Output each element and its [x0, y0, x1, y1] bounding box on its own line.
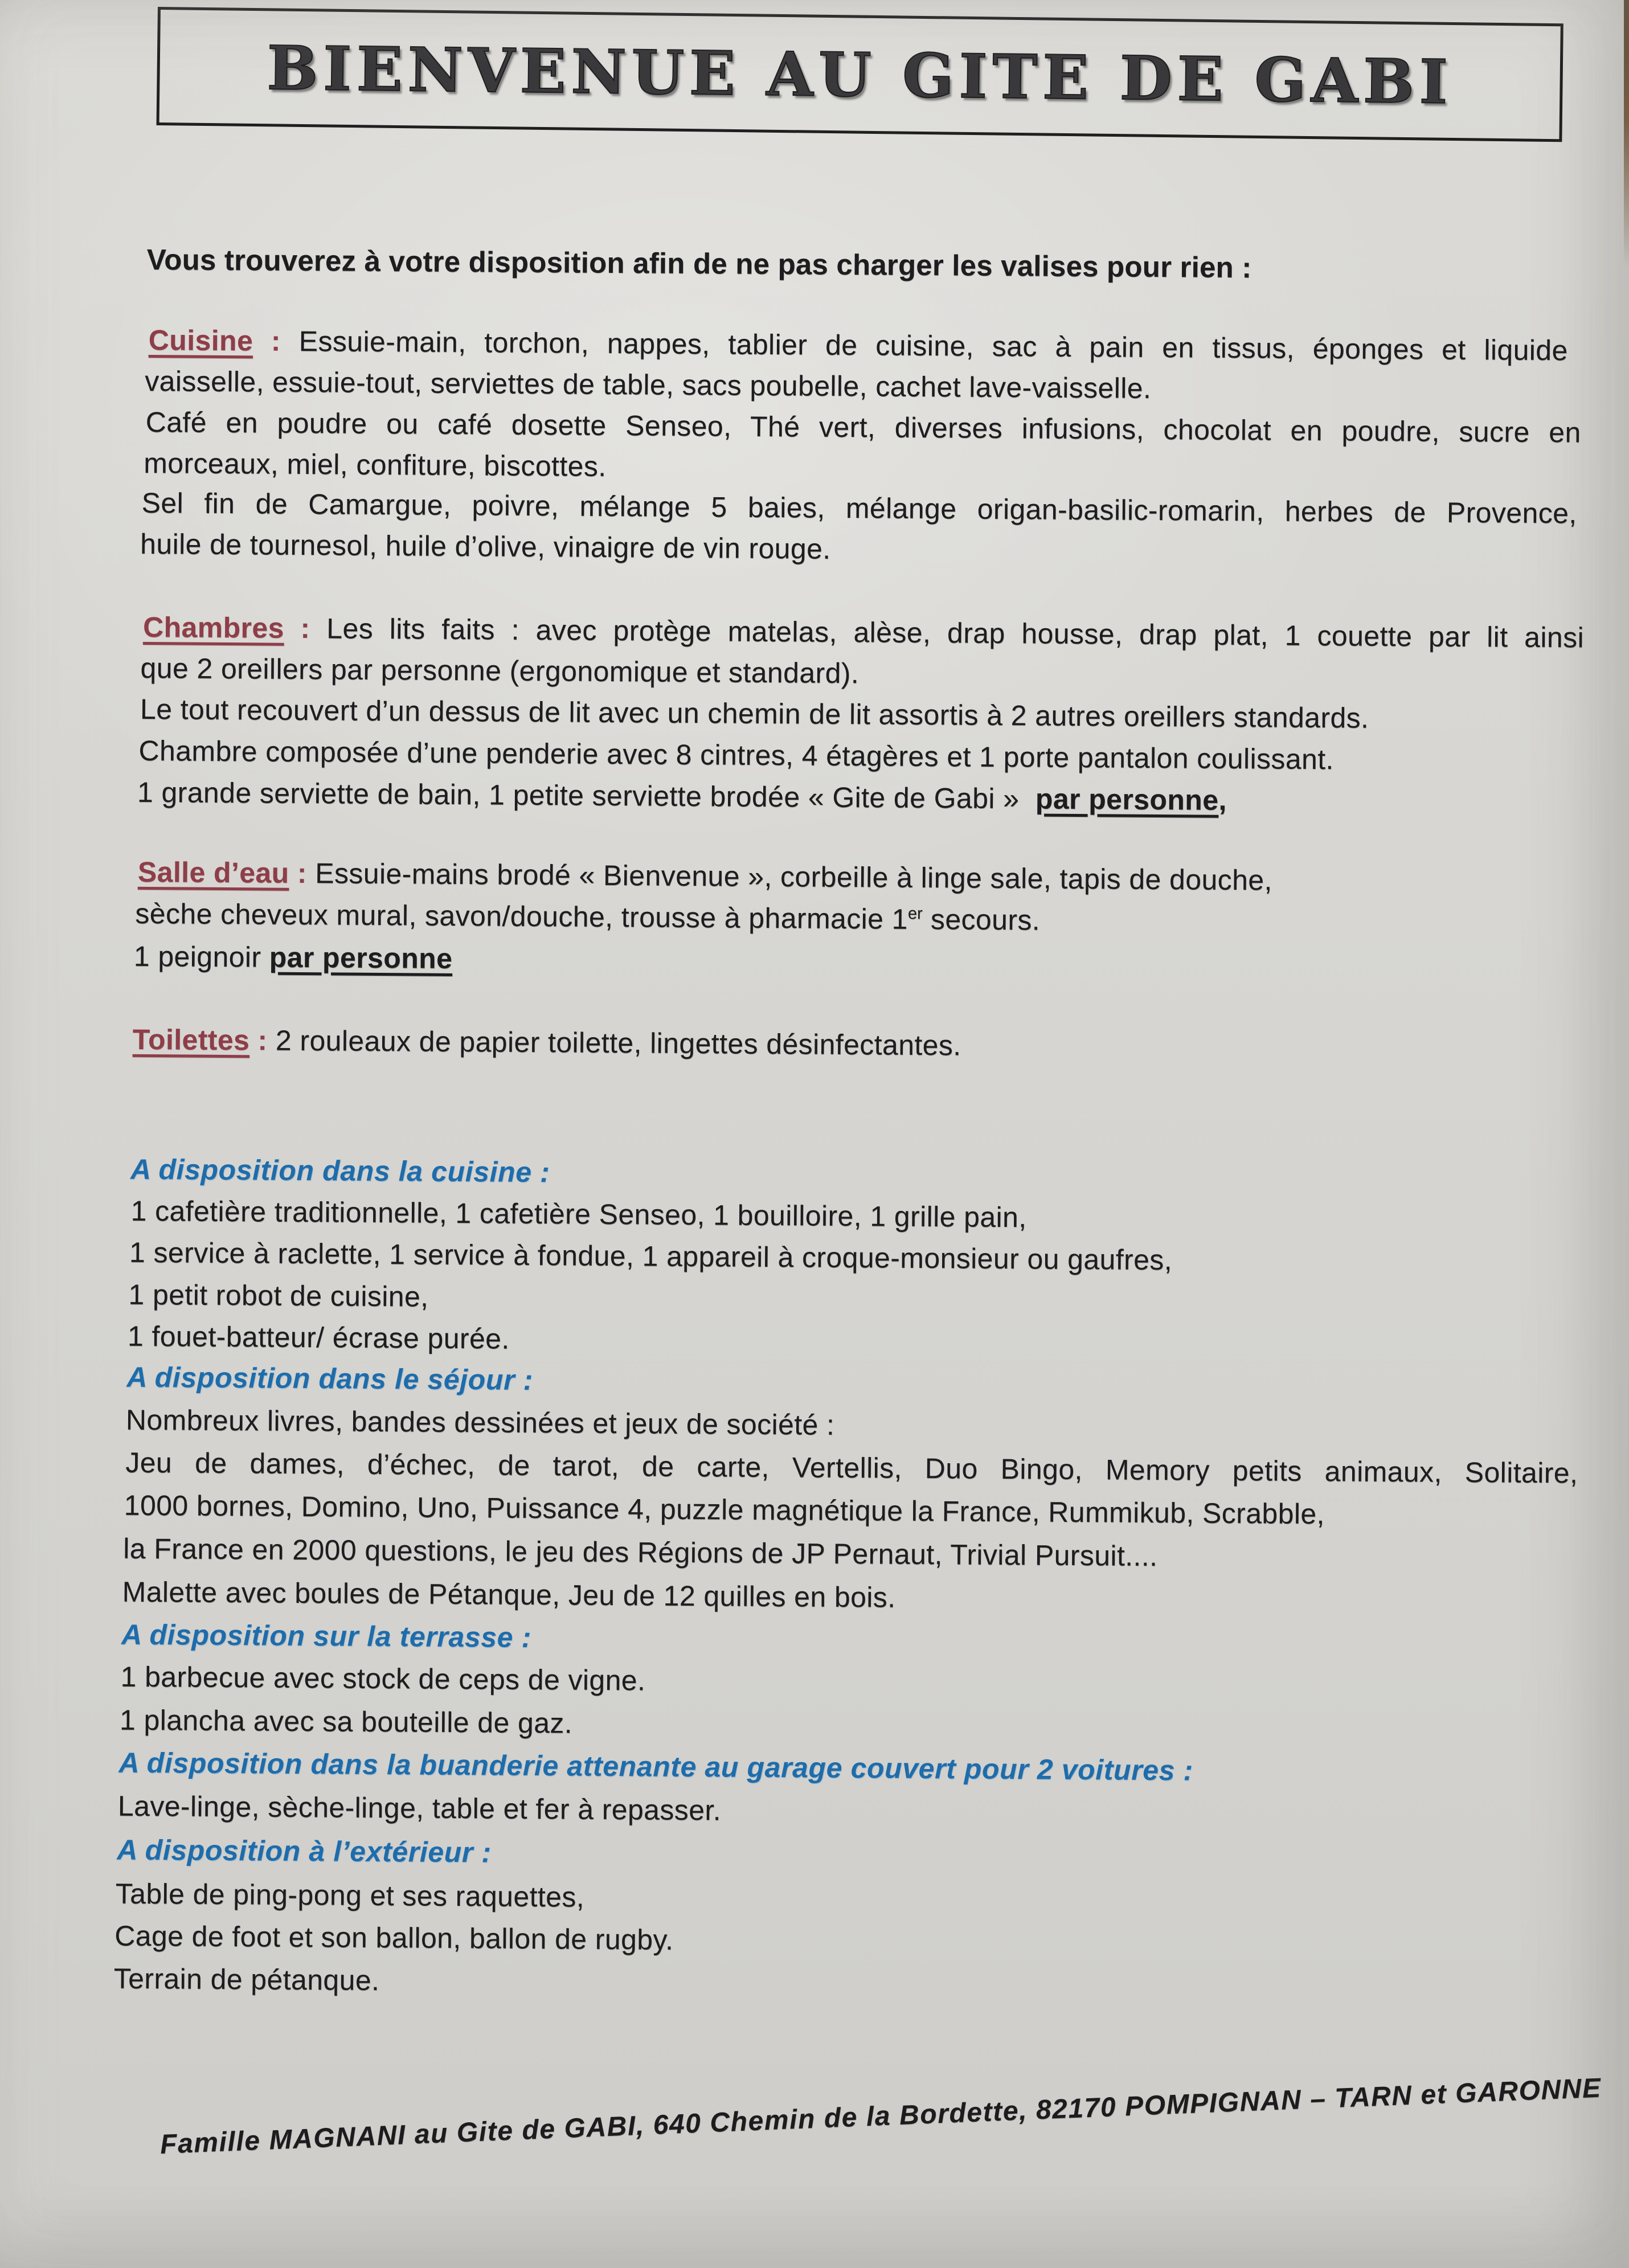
intro-line: Vous trouverez à votre disposition afin de ne pas charger les valises pour rien :	[146, 243, 1252, 284]
chambres-line-1	[143, 609, 1584, 656]
dispo-heading-sejour: A disposition dans le séjour :	[126, 1361, 534, 1397]
cuisine-line-5: Sel fin de Camargue, poivre, mélange 5 baies, mélange origan-basilic-romarin, herbes de Provence,	[141, 486, 1577, 530]
salle-eau-text-1: Essuie-mains brodé « Bienvenue », corbeille à linge sale, tapis de douche,	[314, 857, 1272, 896]
cuisine-line-2: vaisselle, essuie-tout, serviettes de table, sacs poubelle, cachet lave-vaisselle.	[145, 365, 1152, 404]
dispo-heading-cuisine: A disposition dans la cuisine :	[130, 1153, 550, 1189]
section-heading-toilettes: Toilettes	[132, 1023, 250, 1057]
dispo-cuisine-line-1: 1 cafetière traditionnelle, 1 cafetière Senseo, 1 bouilloire, 1 grille pain,	[130, 1194, 1027, 1234]
cuisine-line-3: Café en poudre ou café dosette Senseo, Thé vert, diverses infusions, chocolat en poudre, sucre en	[145, 406, 1581, 449]
salle-eau-text-3: 1 peignoir	[133, 940, 269, 973]
chambres-line-5	[137, 775, 1227, 818]
dispo-terrasse-line-1: 1 barbecue avec stock de ceps de vigne.	[120, 1660, 646, 1697]
heading-colon: :	[252, 325, 299, 357]
salle-eau-text-2: sèche cheveux mural, savon/douche, trousse à pharmacie 1	[135, 897, 908, 935]
salle-eau-line-3	[134, 939, 453, 977]
cuisine-line-6: huile de tournesol, huile d’olive, vinaigre de vin rouge.	[140, 527, 831, 565]
chambres-text-1: Les lits faits : avec protège matelas, alèse, drap housse, drap plat, 1 couette par lit ainsi	[326, 612, 1585, 654]
footer-address: Famille MAGNANI au Gite de GABI, 640 Chemin de la Bordette, 82170 POMPIGNAN – TARN et GARONNE	[159, 2073, 1602, 2160]
heading-colon: :	[249, 1024, 276, 1057]
dispo-sejour-line-2: Jeu de dames, d’échec, de tarot, de carte, Vertellis, Duo Bingo, Memory petits animaux, Solitaire,	[125, 1446, 1578, 1489]
dispo-cuisine-line-3: 1 petit robot de cuisine,	[128, 1278, 429, 1313]
dispo-sejour-line-3: 1000 bornes, Domino, Uno, Puissance 4, puzzle magnétique la France, Rummikub, Scrabble,	[124, 1489, 1325, 1530]
dispo-heading-terrasse: A disposition sur la terrasse :	[121, 1618, 532, 1653]
dispo-terrasse-line-2: 1 plancha avec sa bouteille de gaz.	[119, 1704, 573, 1739]
page-title: BIENVENUE AU GITE DE GABI	[267, 31, 1454, 117]
dispo-sejour-line-1: Nombreux livres, bandes dessinées et jeux de société :	[125, 1403, 835, 1441]
dispo-heading-buanderie: A disposition dans la buanderie attenante au garage couvert pour 2 voitures :	[118, 1746, 1194, 1787]
section-heading-salle-eau: Salle d’eau	[137, 855, 289, 889]
section-heading-cuisine: Cuisine	[148, 324, 253, 357]
dispo-exterieur-line-2: Cage de foot et son ballon, ballon de rugby.	[114, 1919, 674, 1956]
cuisine-line-4: morceaux, miel, confiture, biscottes.	[143, 447, 607, 482]
dispo-sejour-line-5: Malette avec boules de Pétanque, Jeu de 12 quilles en bois.	[122, 1575, 896, 1614]
toilettes-text-1: 2 rouleaux de papier toilette, lingettes désinfectantes.	[275, 1024, 961, 1062]
toilettes-line-1	[133, 1022, 961, 1063]
dispo-cuisine-line-2: 1 service à raclette, 1 service à fondue, 1 appareil à croque-monsieur ou gaufres,	[129, 1236, 1173, 1276]
salle-eau-line-2	[135, 896, 1040, 938]
dispo-exterieur-line-3: Terrain de pétanque.	[113, 1962, 380, 1997]
chambres-text-5: 1 grande serviette de bain, 1 petite serviette brodée « Gite de Gabi »	[137, 776, 1036, 815]
dispo-cuisine-line-4: 1 fouet-batteur/ écrase purée.	[127, 1320, 510, 1355]
chambres-line-4: Chambre composée d’une penderie avec 8 cintres, 4 étagères et 1 porte pantalon coulissant.	[138, 734, 1335, 776]
salle-eau-line-1	[138, 854, 1272, 898]
dispo-sejour-line-4: la France en 2000 questions, le jeu des Régions de JP Pernaut, Trivial Pursuit....	[123, 1532, 1158, 1573]
salle-eau-text-2-tail: secours.	[922, 903, 1041, 936]
dispo-heading-exterieur: A disposition à l’extérieur :	[117, 1833, 492, 1869]
chambres-line-3: Le tout recouvert d’un dessus de lit avec un chemin de lit assortis à 2 autres oreillers standards.	[140, 693, 1369, 734]
chambres-line-2: que 2 oreillers par personne (ergonomique et standard).	[140, 652, 859, 690]
heading-colon: :	[289, 857, 316, 890]
par-personne-emphasis: par personne	[1035, 783, 1219, 816]
section-heading-chambres: Chambres	[142, 611, 285, 644]
cuisine-line-1	[149, 322, 1568, 369]
heading-colon: :	[284, 612, 327, 645]
par-personne-emphasis: par personne	[269, 941, 453, 975]
ordinal-superscript: er	[907, 904, 923, 923]
dispo-buanderie-line-1: Lave-linge, sèche-linge, table et fer à repasser.	[117, 1790, 722, 1827]
cuisine-text-1: Essuie-main, torchon, nappes, tablier de cuisine, sac à pain en tissus, éponges et liquide	[298, 325, 1568, 367]
dispo-exterieur-line-1: Table de ping-pong et ses raquettes,	[115, 1877, 585, 1913]
chambres-text-5-tail: ,	[1218, 784, 1227, 816]
